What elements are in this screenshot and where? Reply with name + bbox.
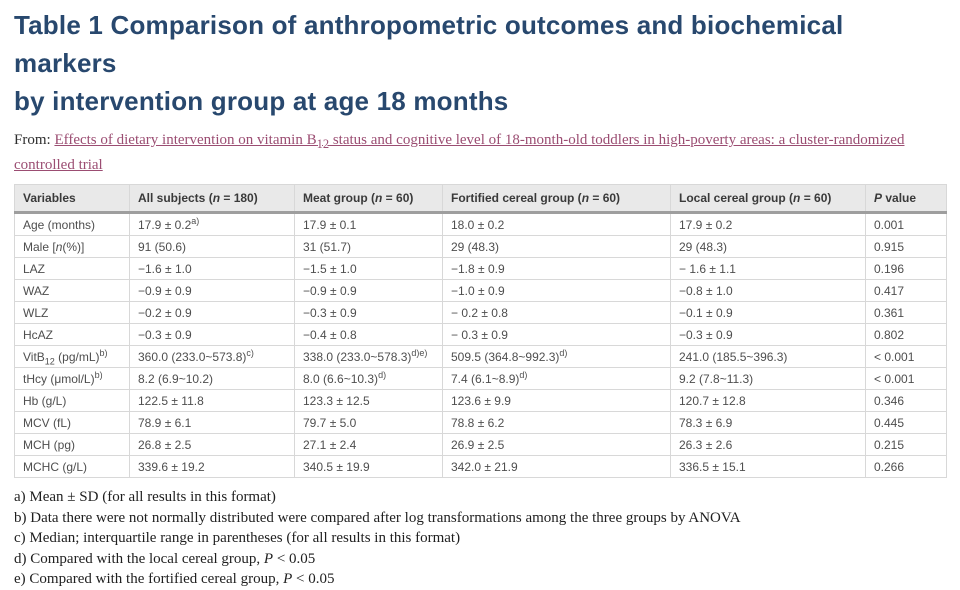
value-cell: 29 (48.3) bbox=[671, 236, 866, 258]
value-cell: 340.5 ± 19.9 bbox=[295, 456, 443, 478]
value-cell: 0.346 bbox=[866, 390, 947, 412]
value-cell: 78.9 ± 6.1 bbox=[130, 412, 295, 434]
value-cell: −1.6 ± 1.0 bbox=[130, 258, 295, 280]
footnote: b) Data there were not normally distributed were compared after log transformations among the three groups by ANOVA bbox=[14, 509, 741, 526]
value-cell: < 0.001 bbox=[866, 346, 947, 368]
source-line bbox=[14, 130, 946, 176]
value-cell: 339.6 ± 19.2 bbox=[130, 456, 295, 478]
footnote: a) Mean ± SD (for all results in this format) bbox=[14, 489, 276, 505]
column-header: P value bbox=[866, 185, 947, 213]
column-header: Variables bbox=[15, 185, 130, 213]
value-cell: 241.0 (185.5~396.3) bbox=[671, 346, 866, 368]
value-cell: −0.9 ± 0.9 bbox=[295, 280, 443, 302]
value-cell: 0.361 bbox=[866, 302, 947, 324]
value-cell: 120.7 ± 12.8 bbox=[671, 390, 866, 412]
table-row bbox=[15, 258, 947, 280]
column-header: Local cereal group (n = 60) bbox=[671, 185, 866, 213]
value-cell: −0.3 ± 0.9 bbox=[671, 324, 866, 346]
column-header: Meat group (n = 60) bbox=[295, 185, 443, 213]
table-row bbox=[15, 302, 947, 324]
value-cell: −1.0 ± 0.9 bbox=[443, 280, 671, 302]
variable-cell: WAZ bbox=[15, 280, 130, 302]
table-row bbox=[15, 456, 947, 478]
value-cell: 31 (51.7) bbox=[295, 236, 443, 258]
value-cell: 0.266 bbox=[866, 456, 947, 478]
table-body bbox=[15, 213, 947, 478]
table-row bbox=[15, 434, 947, 456]
value-cell: 78.3 ± 6.9 bbox=[671, 412, 866, 434]
value-cell: $17.9 \pm 0.2^{a)}$ bbox=[130, 213, 295, 236]
variable-cell: MCH (pg) bbox=[15, 434, 130, 456]
value-cell: 91 (50.6) bbox=[130, 236, 295, 258]
value-cell: −0.3 ± 0.9 bbox=[130, 324, 295, 346]
value-cell: 9.2 (7.8~11.3) bbox=[671, 368, 866, 390]
value-cell: 26.3 ± 2.6 bbox=[671, 434, 866, 456]
variable-cell: MCHC (g/L) bbox=[15, 456, 130, 478]
value-cell: 0.915 bbox=[866, 236, 947, 258]
value-cell: 338.0 (233.0~578.3)$^{d)e)}$ bbox=[295, 346, 443, 368]
table-row bbox=[15, 346, 947, 368]
value-cell: −0.2 ± 0.9 bbox=[130, 302, 295, 324]
footnote: c) Median; interquartile range in parentheses (for all results in this format) bbox=[14, 530, 461, 546]
variable-cell: Male [n(%)] bbox=[15, 236, 130, 258]
value-cell: 0.417 bbox=[866, 280, 947, 302]
value-cell: −0.8 ± 1.0 bbox=[671, 280, 866, 302]
value-cell: −1.5 ± 1.0 bbox=[295, 258, 443, 280]
variable-cell: tHcy $(\mu mol/L)^{b)}$ bbox=[15, 368, 130, 390]
table-row bbox=[15, 412, 947, 434]
value-cell: 7.4 (6.1~8.9)$^{d)}$ bbox=[443, 368, 671, 390]
page-title-line1: Table 1 Comparison of anthropometric outcomes and biochemical markers bbox=[14, 10, 844, 78]
value-cell: 78.8 ± 6.2 bbox=[443, 412, 671, 434]
value-cell: 360.0 (233.0~573.8)$^{c)}$ bbox=[130, 346, 295, 368]
value-cell: 0.196 bbox=[866, 258, 947, 280]
value-cell: 0.001 bbox=[866, 213, 947, 236]
value-cell: − 1.6 ± 1.1 bbox=[671, 258, 866, 280]
variable-cell: HcAZ bbox=[15, 324, 130, 346]
value-cell: 17.9 ± 0.2 bbox=[671, 213, 866, 236]
value-cell: 79.7 ± 5.0 bbox=[295, 412, 443, 434]
table-row bbox=[15, 390, 947, 412]
variable-cell: Age (months) bbox=[15, 213, 130, 236]
page-title-line2: by intervention group at age 18 months bbox=[14, 86, 509, 116]
footnotes bbox=[14, 487, 946, 590]
variable-cell: VitB$_{12}$ $(pg/mL)^{b)}$ bbox=[15, 346, 130, 368]
variable-cell: Hb (g/L) bbox=[15, 390, 130, 412]
value-cell: 0.215 bbox=[866, 434, 947, 456]
value-cell: 26.8 ± 2.5 bbox=[130, 434, 295, 456]
source-prefix: From: bbox=[14, 132, 51, 148]
value-cell: 8.0 (6.6~10.3)$^{d)}$ bbox=[295, 368, 443, 390]
value-cell: 18.0 ± 0.2 bbox=[443, 213, 671, 236]
value-cell: 123.6 ± 9.9 bbox=[443, 390, 671, 412]
value-cell: − 0.2 ± 0.8 bbox=[443, 302, 671, 324]
footnote: e) Compared with the fortified cereal group, P < 0.05 bbox=[14, 571, 335, 587]
table-row bbox=[15, 236, 947, 258]
column-header: Fortified cereal group (n = 60) bbox=[443, 185, 671, 213]
table-row bbox=[15, 368, 947, 390]
article-link[interactable]: Effects of dietary intervention on vitamin $B_{12}$ status and cognitive level of 18-month-old toddlers in high-poverty areas: a cluster-randomized controlled trial bbox=[14, 132, 905, 173]
value-cell: −0.4 ± 0.8 bbox=[295, 324, 443, 346]
variable-cell: MCV (fL) bbox=[15, 412, 130, 434]
header-row bbox=[15, 185, 947, 213]
data-table bbox=[14, 184, 947, 478]
value-cell: 8.2 (6.9~10.2) bbox=[130, 368, 295, 390]
value-cell: 0.445 bbox=[866, 412, 947, 434]
value-cell: 26.9 ± 2.5 bbox=[443, 434, 671, 456]
footnote: d) Compared with the local cereal group, P < 0.05 bbox=[14, 550, 316, 567]
value-cell: 336.5 ± 15.1 bbox=[671, 456, 866, 478]
table-row bbox=[15, 213, 947, 236]
variable-cell: WLZ bbox=[15, 302, 130, 324]
value-cell: −1.8 ± 0.9 bbox=[443, 258, 671, 280]
table-row bbox=[15, 324, 947, 346]
value-cell: −0.3 ± 0.9 bbox=[295, 302, 443, 324]
column-header: All subjects (n = 180) bbox=[130, 185, 295, 213]
value-cell: − 0.3 ± 0.9 bbox=[443, 324, 671, 346]
value-cell: 342.0 ± 21.9 bbox=[443, 456, 671, 478]
value-cell: 29 (48.3) bbox=[443, 236, 671, 258]
value-cell: < 0.001 bbox=[866, 368, 947, 390]
value-cell: 17.9 ± 0.1 bbox=[295, 213, 443, 236]
value-cell: 509.5 (364.8~992.3)$^{d)}$ bbox=[443, 346, 671, 368]
value-cell: −0.1 ± 0.9 bbox=[671, 302, 866, 324]
table-row bbox=[15, 280, 947, 302]
variable-cell: LAZ bbox=[15, 258, 130, 280]
value-cell: 122.5 ± 11.8 bbox=[130, 390, 295, 412]
value-cell: 27.1 ± 2.4 bbox=[295, 434, 443, 456]
value-cell: −0.9 ± 0.9 bbox=[130, 280, 295, 302]
page-title bbox=[14, 6, 946, 120]
value-cell: 0.802 bbox=[866, 324, 947, 346]
value-cell: 123.3 ± 12.5 bbox=[295, 390, 443, 412]
